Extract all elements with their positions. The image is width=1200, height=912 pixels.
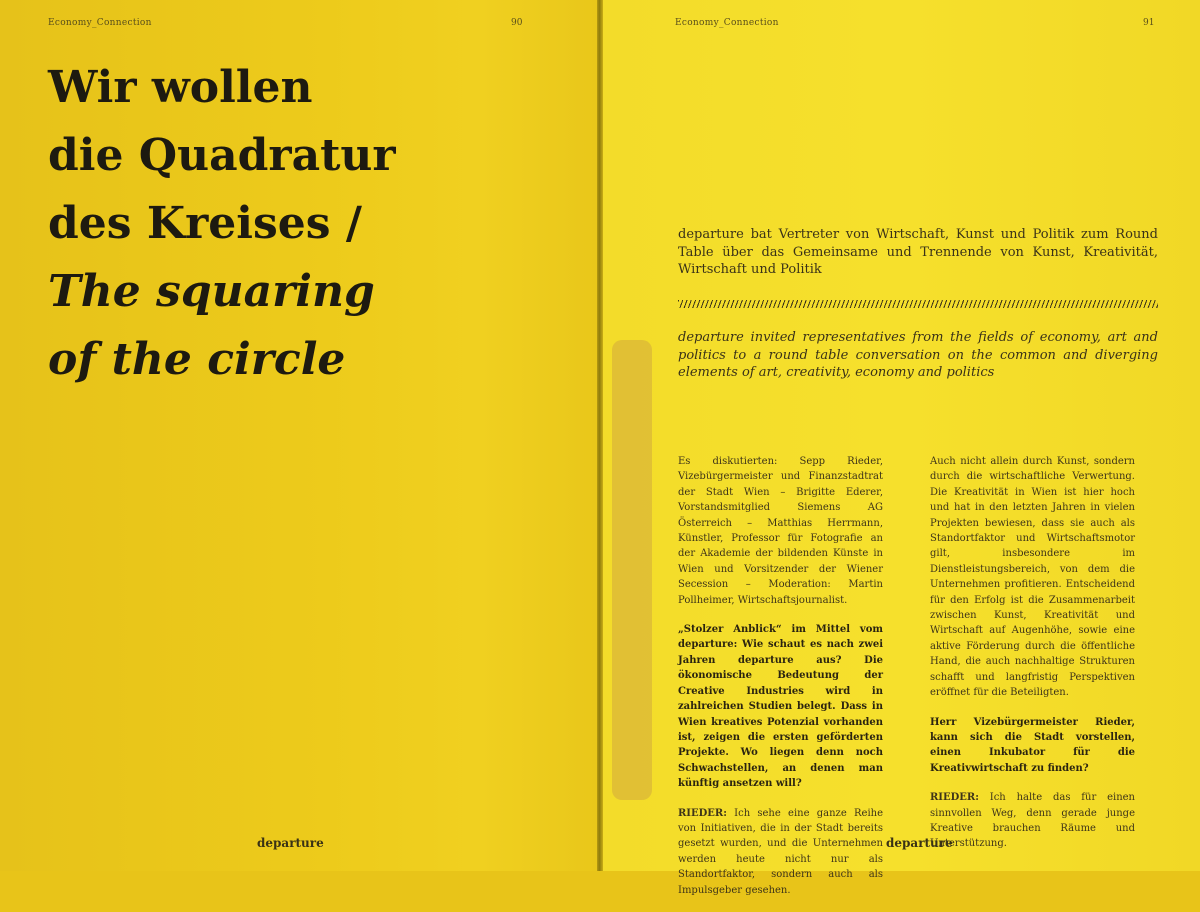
running-head-left: Economy_Connection — [48, 18, 152, 28]
body-column-1 — [678, 454, 883, 912]
headline-line-4: The squaring — [48, 266, 375, 317]
interview-question: „Stolzer Anblick“ im Mittel vom departure: Wie schaut es nach zwei Jahren departure aus? Die ökonomische Bedeutung der Creative Industries wird in zahlreichen Studien belegt. Dass in Wien kreatives Potenzial vorhanden ist, zeigen die ersten geförderten Projekte. Wo liegen denn noch Schwachstellen, an denen man künftig ansetzen will? — [678, 624, 883, 790]
body-paragraph: Es diskutierten: Sepp Rieder, Vizebürgermeister und Finanzstadtrat der Stadt Wien – Brigitte Ederer, Vorstandsmitglied Siemens AG Österreich – Matthias Herrmann, Künstler, Professor für Fotografie an der Akademie der bildenden Künste in Wien und Vorsitzender der Wiener Secession – Moderation: Martin Pollheimer, Wirtschaftsjournalist. — [678, 456, 883, 606]
headline-line-1: Wir wollen — [48, 62, 313, 113]
headline-line-5: of the circle — [48, 334, 346, 385]
left-page — [0, 0, 597, 871]
headline-line-3: des Kreises / — [48, 198, 362, 249]
interview-answer — [678, 806, 883, 898]
interview-question: Herr Vizebürgermeister Rieder, kann sich die Stadt vorstellen, einen Inkubator für die Kreativwirtschaft zu finden? — [930, 716, 1135, 774]
footer-brand-left: departure — [257, 836, 324, 850]
interview-answer — [930, 790, 1135, 852]
answer-text: Ich halte das für einen sinnvollen Weg, denn gerade junge Kreative brauchen Räume und Unterstützung. — [930, 792, 1135, 850]
page-number-right: 91 — [1143, 18, 1155, 28]
intro-english: departure invited representatives from the fields of economy, art and politics to a round table conversation on the common and diverging elements of art, creativity, economy and politics — [678, 330, 1158, 380]
page-number-left: 90 — [511, 18, 523, 28]
footer-brand-right: departure — [886, 836, 953, 850]
speaker-name: RIEDER: — [930, 792, 979, 804]
body-column-2 — [930, 454, 1135, 866]
hatched-divider — [678, 300, 1158, 308]
page-stain — [612, 340, 652, 800]
right-page — [603, 0, 1200, 896]
headline — [48, 54, 568, 394]
intro-german: departure bat Vertreter von Wirtschaft, Kunst und Politik zum Round Table über das Gemeinsame und Trennende von Kunst, Kreativität, Wirtschaft und Politik — [678, 227, 1158, 277]
speaker-name: RIEDER: — [678, 807, 727, 819]
answer-text: Ich sehe eine ganze Reihe von Initiativen, die in der Stadt bereits gesetzt wurden, und die Unternehmen werden heute nicht nur als Standortfaktor, sondern auch als Impulsgeber gesehen. — [678, 807, 883, 896]
body-paragraph: Auch nicht allein durch Kunst, sondern durch die wirtschaftliche Verwertung. Die Kreativität in Wien ist hier hoch und hat in den letzten Jahren in vielen Projekten bewiesen, dass sie auch als Standortfaktor und Wirtschaftsmotor gilt, insbesondere im Dienstleistungsbereich, von dem die Unternehmen profitieren. Entscheidend für den Erfolg ist die Zusammenarbeit zwischen Kunst, Kreativität und Wirtschaft auf Augenhöhe, sowie eine aktive Förderung durch die öffentliche Hand, die auch nachhaltige Strukturen schafft und langfristig Perspektiven eröffnet für die Beteiligten. — [930, 456, 1135, 699]
running-head-right: Economy_Connection — [675, 18, 779, 28]
headline-line-2: die Quadratur — [48, 130, 396, 181]
